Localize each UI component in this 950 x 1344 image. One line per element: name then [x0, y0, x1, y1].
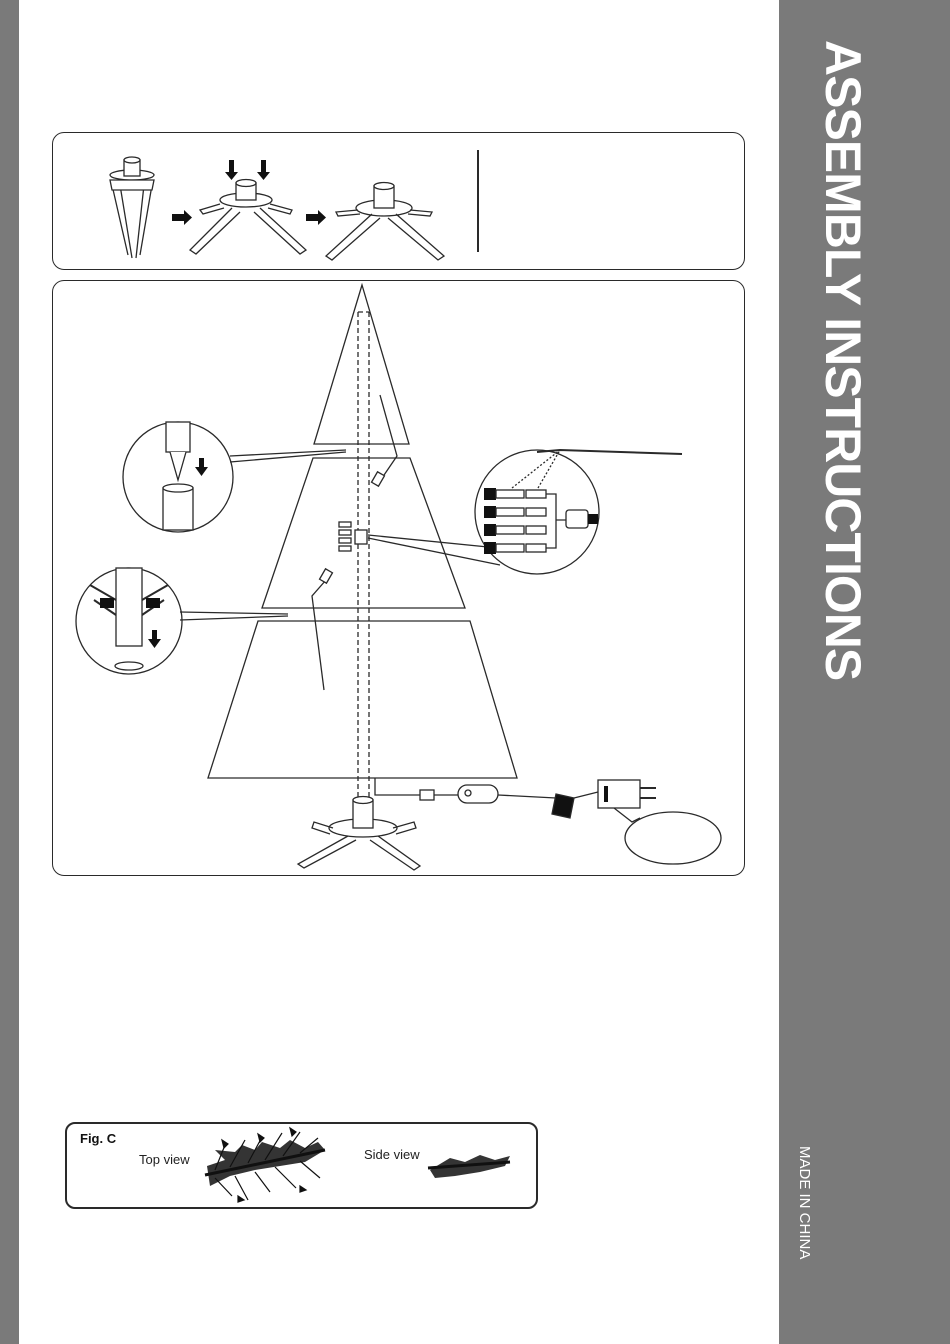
arrow-down-icon: [225, 160, 270, 180]
tree-top-section: [314, 285, 409, 444]
callout-bubble: [625, 812, 721, 864]
tree-stand-icon: [326, 183, 444, 261]
folded-stand-icon: [110, 157, 154, 258]
side-view-label: Side view: [364, 1147, 420, 1162]
branch-icon: [205, 1128, 325, 1202]
branch-icon: [428, 1155, 510, 1178]
arrow-right-icon: [306, 210, 326, 225]
top-view-label: Top view: [139, 1152, 190, 1167]
open-stand-icon: [190, 180, 306, 255]
arrow-right-icon: [172, 210, 192, 225]
made-in-text: MADE IN CHINA: [796, 1146, 813, 1260]
controller-box: [458, 785, 498, 803]
fig-c-label: Fig. C: [80, 1131, 117, 1146]
tree-stand-icon: [298, 797, 420, 871]
title-text: ASSEMBLY INSTRUCTIONS: [815, 40, 871, 681]
tree-bottom-section: [208, 621, 517, 778]
plug-adapter-icon: [598, 780, 656, 808]
